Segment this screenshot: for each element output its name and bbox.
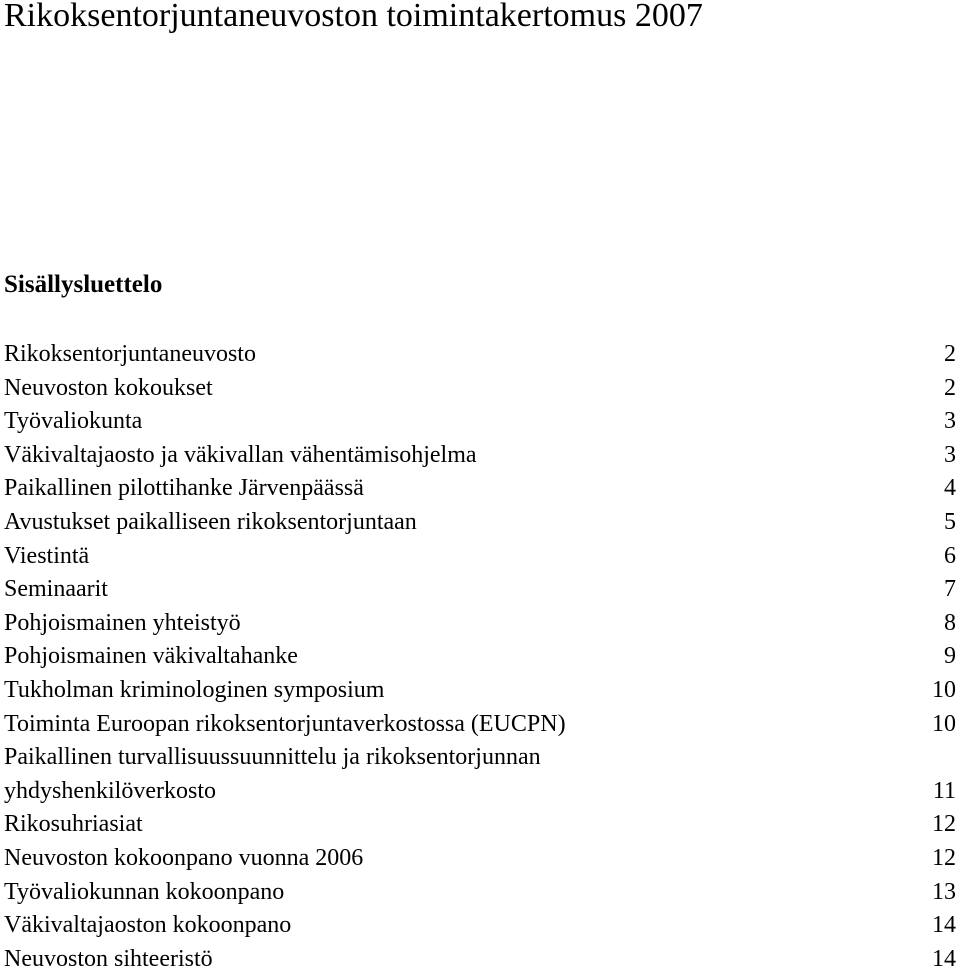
toc-entry-page: 8 [944,609,956,636]
toc-entry-label: Väkivaltajaosto ja väkivallan vähentämisohjelma [4,441,477,468]
document-title: Rikoksentorjuntaneuvoston toimintakertomus 2007 [4,0,703,34]
toc-entry-label: Rikoksentorjuntaneuvosto [4,341,256,367]
toc-entry-page: 10 [932,710,956,737]
toc-entry-label: Pohjoismainen väkivaltahanke [4,643,298,670]
toc-entry[interactable] [4,540,956,574]
toc-entry-label: Paikallinen pilottihanke Järvenpäässä [4,475,364,502]
toc-entry[interactable] [4,741,956,808]
toc-entry-label: Pohjoismainen yhteistyö [4,609,241,636]
toc-entry-label: Viestintä [4,542,90,569]
toc-entry-page: 3 [944,408,956,435]
toc-entry[interactable] [4,909,956,943]
toc-heading: Sisällysluettelo [4,271,163,298]
toc-entry-page: 12 [932,844,956,871]
toc-entry-label: Paikallinen turvallisuussuunnittelu ja rikoksentorjunnan [4,744,541,771]
toc-entry-page: 13 [932,878,956,905]
toc-entry-label: Väkivaltajaoston kokoonpano [4,912,292,939]
toc-entry-page: 5 [944,508,956,535]
toc-entry[interactable] [4,943,956,976]
toc-entry[interactable] [4,640,956,674]
toc-entry-label: Neuvoston kokoonpano vuonna 2006 [4,844,364,871]
toc-entry-page: 14 [932,945,956,972]
toc-entry-page: 7 [944,576,956,603]
toc-entry-label: Tukholman kriminologinen symposium [4,676,385,703]
toc-entry-page: 3 [944,441,956,468]
toc-entry-label: Neuvoston sihteeristö [4,945,213,972]
toc-entry[interactable] [4,338,956,372]
toc-entry[interactable] [4,876,956,910]
toc-entry[interactable] [4,708,956,742]
toc-entry-label: Neuvoston kokoukset [4,374,213,401]
toc-entry[interactable] [4,472,956,506]
toc-entry[interactable] [4,372,956,406]
toc-entry[interactable] [4,842,956,876]
toc-entry-page: 11 [932,777,956,804]
toc-entry[interactable] [4,439,956,473]
toc-entry[interactable] [4,607,956,641]
toc-entry-label-continued: yhdyshenkilöverkosto [4,777,216,804]
toc-entry[interactable] [4,573,956,607]
toc-entry-label: Toiminta Euroopan rikoksentorjuntaverkostossa (EUCPN) [4,710,566,737]
toc-entry-page: 4 [944,475,956,502]
toc-entry-page: 12 [932,811,956,838]
toc-entry-page: 10 [932,676,956,703]
toc-entry-label: Rikosuhriasiat [4,811,143,838]
toc-entry[interactable] [4,674,956,708]
toc-entry[interactable] [4,808,956,842]
toc-entry-label: Työvaliokunta [4,408,143,435]
toc-entry-page: 2 [944,341,956,367]
toc-entry-label: Työvaliokunnan kokoonpano [4,878,285,905]
table-of-contents [4,338,956,976]
toc-entry-page: 9 [944,643,956,670]
toc-entry-label: Avustukset paikalliseen rikoksentorjuntaan [4,508,417,535]
toc-entry-label: Seminaarit [4,576,108,603]
toc-entry[interactable] [4,405,956,439]
toc-entry[interactable] [4,506,956,540]
toc-entry-page: 14 [932,912,956,939]
toc-entry-page: 2 [944,374,956,401]
toc-entry-page: 6 [944,542,956,569]
